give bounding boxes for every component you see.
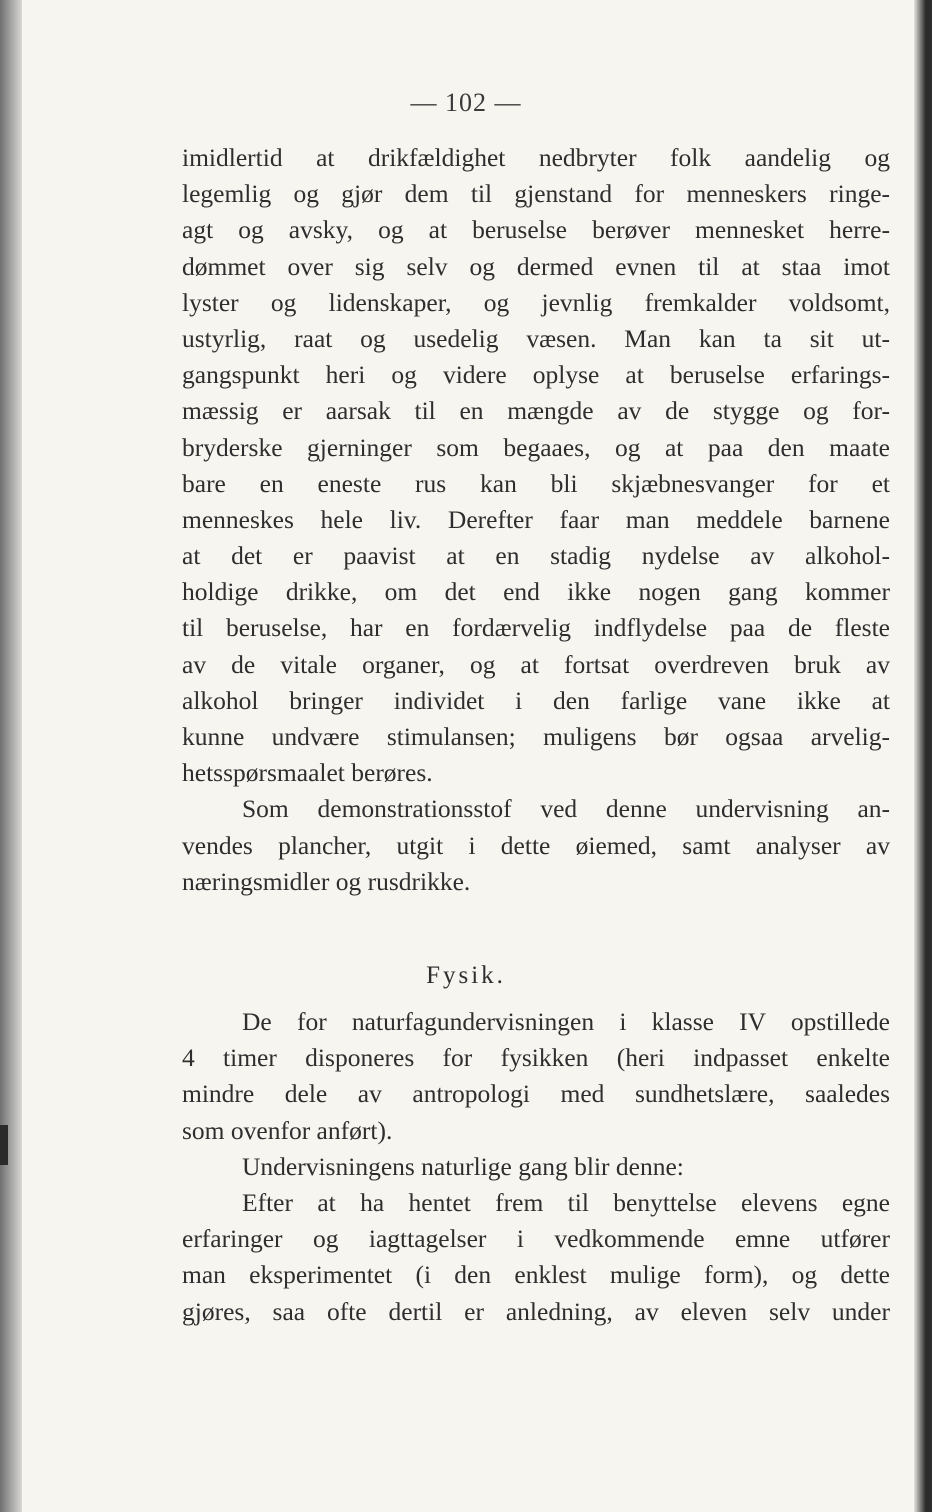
page-number: — 102 — bbox=[410, 88, 522, 117]
text-line: Efter at ha hentet frem til benyttelse elevens egne bbox=[242, 1187, 890, 1217]
text-line: mæssig er aarsak til en mængde av de stygge og for- bbox=[182, 396, 890, 426]
text-line: kunne undvære stimulansen; muligens bør ogsaa arvelig- bbox=[182, 722, 890, 751]
scan-edge-mark bbox=[0, 1125, 8, 1165]
text-line: næringsmidler og rusdrikke. bbox=[182, 866, 471, 896]
text-line: agt og avsky, og at beruselse berøver mennesket herre- bbox=[182, 215, 890, 245]
scan-left-edge bbox=[0, 0, 22, 1512]
text-line: holdige drikke, om det end ikke nogen gang kommer bbox=[182, 577, 890, 607]
text-line: De for naturfagundervisningen i klasse IV opstillede bbox=[242, 1007, 890, 1036]
text-line: gjøres, saa ofte dertil er anledning, av eleven selv under bbox=[182, 1296, 890, 1326]
text-line: menneskes hele liv. Derefter faar man meddele barnene bbox=[182, 504, 890, 534]
text-line: som ovenfor anført). bbox=[182, 1115, 393, 1145]
text-line: bryderske gjerninger som begaaes, og at paa den maate bbox=[182, 432, 890, 462]
scan-right-edge bbox=[914, 0, 932, 1512]
text-line: imidlertid at drikfældighet nedbryter folk aandelig og bbox=[182, 143, 890, 172]
text-line: gangspunkt heri og videre oplyse at beruselse erfarings- bbox=[182, 360, 890, 390]
text-line: man eksperimentet (i den enklest mulige form), og dette bbox=[182, 1260, 890, 1290]
text-line: Undervisningens naturlige gang blir denne: bbox=[242, 1151, 684, 1181]
text-line: lyster og lidenskaper, og jevnlig fremkalder voldsomt, bbox=[182, 287, 890, 317]
text-line: av de vitale organer, og at fortsat overdreven bruk av bbox=[182, 649, 890, 679]
paragraph-block-1 bbox=[182, 140, 890, 900]
text-line: bare en eneste rus kan bli skjæbnesvanger for et bbox=[182, 468, 890, 498]
section-heading: Fysik. bbox=[426, 962, 506, 989]
text-line: legemlig og gjør dem til gjenstand for menneskers ringe- bbox=[182, 179, 890, 209]
text-line: dømmet over sig selv og dermed evnen til at staa imot bbox=[182, 251, 890, 281]
text-line: at det er paavist at en stadig nydelse av alkohol- bbox=[182, 541, 890, 571]
text-line: til beruselse, har en fordærvelig indflydelse paa de fleste bbox=[182, 613, 890, 643]
text-line: 4 timer disponeres for fysikken (heri indpasset enkelte bbox=[182, 1043, 890, 1073]
text-line: ustyrlig, raat og usedelig væsen. Man kan ta sit ut- bbox=[182, 323, 890, 353]
paragraph-block-2 bbox=[182, 1004, 890, 1330]
text-line: alkohol bringer individet i den farlige vane ikke at bbox=[182, 685, 890, 715]
text-line: hetsspørsmaalet berøres. bbox=[182, 758, 433, 788]
text-line: Som demonstrationsstof ved denne undervisning an- bbox=[242, 794, 890, 824]
text-line: erfaringer og iagttagelser i vedkommende emne utfører bbox=[182, 1224, 890, 1254]
text-line: vendes plancher, utgit i dette øiemed, samt analyser av bbox=[182, 830, 890, 860]
text-line: mindre dele av antropologi med sundhetslære, saaledes bbox=[182, 1079, 890, 1109]
